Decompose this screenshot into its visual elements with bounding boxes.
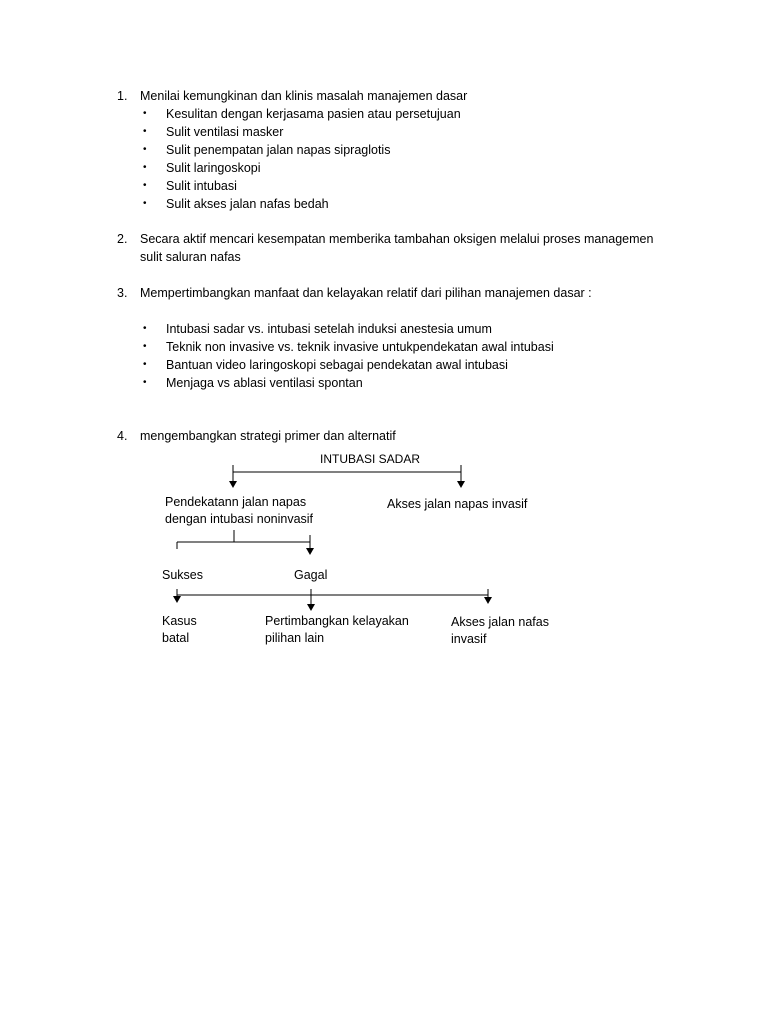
arrow-down-icon — [484, 597, 492, 604]
item-1-bullet-6: Sulit akses jalan nafas bedah — [166, 197, 329, 211]
bullet-icon: • — [143, 359, 147, 370]
flowchart-outcome-1-label: Kasus batal — [162, 614, 197, 645]
bullet-icon: • — [143, 341, 147, 352]
item-1-bullet-5: Sulit intubasi — [166, 179, 237, 193]
item-3-bullet-4: Menjaga vs ablasi ventilasi spontan — [166, 376, 363, 390]
arrow-down-icon — [306, 548, 314, 555]
bullet-icon: • — [143, 377, 147, 388]
bullet-icon: • — [143, 323, 147, 334]
item-2-text-line1: Secara aktif mencari kesempatan memberika tambahan oksigen melalui proses managemen — [140, 232, 654, 246]
item-1-bullet-4: Sulit laringoskopi — [166, 161, 261, 175]
flowchart-left-branch-label: Pendekatann jalan napas dengan intubasi noninvasif — [165, 495, 314, 526]
item-1-bullet-2: Sulit ventilasi masker — [166, 125, 284, 139]
flowchart-outcome-3-label: Akses jalan nafas invasif — [451, 615, 549, 646]
item-3-bullet-1: Intubasi sadar vs. intubasi setelah induksi anestesia umum — [166, 322, 492, 336]
flowchart-root-label: INTUBASI SADAR — [320, 452, 421, 466]
item-2-text-line2: sulit saluran nafas — [140, 250, 241, 264]
item-3-bullet-3: Bantuan video laringoskopi sebagai pendekatan awal intubasi — [166, 358, 508, 372]
item-1-number: 1. — [117, 89, 128, 103]
arrow-down-icon — [229, 481, 237, 488]
bullet-icon: • — [143, 162, 147, 173]
arrow-down-icon — [457, 481, 465, 488]
item-4-text: mengembangkan strategi primer dan alternatif — [140, 429, 396, 443]
bullet-icon: • — [143, 144, 147, 155]
item-1-bullet-3: Sulit penempatan jalan napas sipraglotis — [166, 143, 391, 157]
flowchart-success-label: Sukses — [162, 568, 203, 582]
item-3-text: Mempertimbangkan manfaat dan kelayakan relatif dari pilihan manajemen dasar : — [140, 286, 592, 300]
arrow-down-icon — [307, 604, 315, 611]
bullet-icon: • — [143, 180, 147, 191]
flowchart-right-branch-label: Akses jalan napas invasif — [387, 497, 528, 511]
item-1-bullet-1: Kesulitan dengan kerjasama pasien atau persetujuan — [166, 107, 461, 121]
flowchart-fail-label: Gagal — [294, 568, 328, 582]
arrow-down-icon — [173, 596, 181, 603]
bullet-icon: • — [143, 198, 147, 209]
bullet-icon: • — [143, 108, 147, 119]
flowchart-outcome-2-label: Pertimbangkan kelayakan pilihan lain — [265, 614, 409, 645]
bullet-icon: • — [143, 126, 147, 137]
item-2-number: 2. — [117, 232, 128, 246]
item-1-text: Menilai kemungkinan dan klinis masalah manajemen dasar — [140, 89, 468, 103]
item-3-number: 3. — [117, 286, 128, 300]
item-3-bullet-2: Teknik non invasive vs. teknik invasive untukpendekatan awal intubasi — [166, 340, 554, 354]
item-4-number: 4. — [117, 429, 128, 443]
